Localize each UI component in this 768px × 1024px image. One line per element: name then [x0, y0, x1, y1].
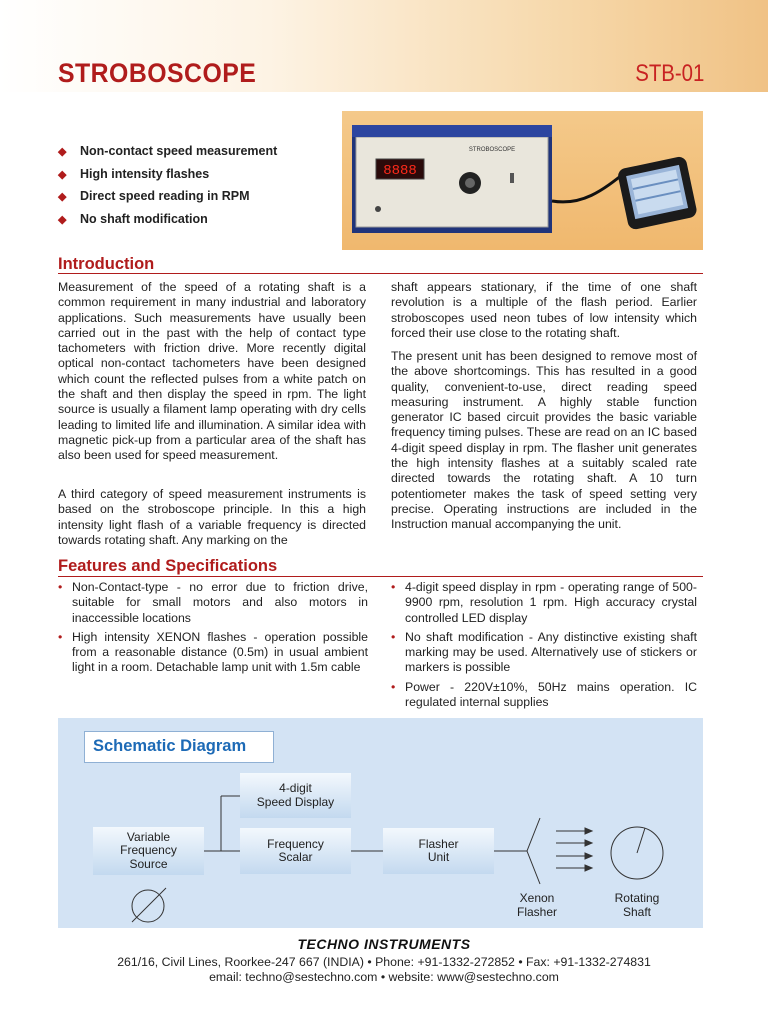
list-item: • Power - 220V±10%, 50Hz mains operation. IC regulated internal supplies	[391, 679, 697, 710]
schematic-title: Schematic Diagram	[93, 737, 247, 755]
bullet-icon: •	[391, 679, 396, 694]
arrow-icon	[585, 865, 592, 871]
list-item: • High intensity XENON flashes - operation possible from a reasonable distance (0.5m) in usual ambient light in a room. Detachable lamp unit with 1.5m cable	[58, 629, 368, 675]
list-item: • Non-Contact-type - no error due to friction drive, suitable for small motors and also motors in inaccessible locations	[58, 580, 368, 625]
list-item: ◆ Non-contact speed measurement	[58, 144, 278, 158]
address-line: 261/16, Civil Lines, Roorkee-247 667 (INDIA) • Phone: +91-1332-272852 • Fax: +91-1332-274831	[117, 955, 651, 969]
list-item: ◆ No shaft modification	[58, 211, 208, 226]
label-xenon-flasher: Xenon Flasher	[516, 891, 557, 919]
arrow-icon	[585, 828, 592, 834]
block-frequency-scalar: Frequency Scalar	[240, 828, 351, 874]
list-item: ◆ High intensity flashes	[58, 166, 210, 181]
svg-text:8888: 8888	[383, 163, 417, 179]
block-flasher-unit: Flasher Unit	[383, 828, 494, 874]
intro-paragraph: The present unit has been designed to remove most of the above shortcomings. This has resulted in a good quality, convenient-to-use, direct reading speed measuring instrument. A highly stable function generator IC based circuit provides the basic variable frequency timing pulses. These are read on an IC based 4-digit speed display in rpm. The flasher unit generates the high intensity flashes at a suitably scaled rate directed towards the rotating shaft. A 10 turn potentiometer makes the task of speed setting very precise. Operating instructions are included in the Instruction manual accompanying the unit.	[391, 349, 698, 532]
introduction-heading: Introduction	[58, 255, 155, 273]
features-heading: Features and Specifications	[58, 557, 278, 575]
diamond-icon: ◆	[58, 213, 67, 226]
arrow-icon	[585, 840, 592, 846]
intro-paragraph: Measurement of the speed of a rotating shaft is a common requirement in many industrial and laboratory applications. Such measurements have usually been carried out in the past with the help of contact type tachometers with friction drive. More recently digital optical non-contact tachometers have been designed which count the reflected pulses from a white patch on the shaft and then display the speed in rpm. The light source is usually a filament lamp operating with dry cells leading to limited life and illumination. A similar idea with magnetic pick-up from a particular area of the shaft has also been used for speed measurement.	[58, 280, 366, 463]
page-title: STROBOSCOPE	[58, 58, 257, 88]
contact-line: email: techno@sestechno.com • website: www@sestechno.com	[209, 970, 559, 984]
diamond-icon: ◆	[58, 168, 67, 181]
bullet-icon: •	[391, 580, 396, 594]
schematic-title-box	[84, 731, 274, 763]
label-rotating-shaft: Rotating Shaft	[614, 891, 660, 919]
model-number: STB-01	[634, 60, 704, 87]
arrow-icon	[585, 853, 592, 859]
block-frequency-source: Variable Frequency Source	[93, 827, 204, 875]
diamond-icon: ◆	[58, 146, 67, 158]
svg-text:STROBOSCOPE: STROBOSCOPE	[468, 147, 516, 153]
list-item: • 4-digit speed display in rpm - operating range of 500-9900 rpm, resolution 1 rpm. High accuracy crystal controlled LED display	[391, 580, 697, 625]
bullet-icon: •	[58, 580, 63, 594]
list-item: ◆ Direct speed reading in RPM	[58, 189, 250, 203]
bullet-icon: •	[58, 629, 63, 644]
diamond-icon: ◆	[58, 191, 67, 203]
block-speed-display: 4-digit Speed Display	[240, 773, 351, 818]
list-item: • No shaft modification - Any distinctive existing shaft marking may be used. Alternatively use of stickers or markers is possible	[391, 629, 697, 675]
bullet-icon: •	[391, 629, 396, 644]
company-name: TECHNO INSTRUMENTS	[297, 936, 471, 952]
intro-paragraph: A third category of speed measurement instruments is based on the stroboscope principle. In this a high intensity light flash of a variable frequency is directed towards rotating shaft. Any marking on the	[58, 487, 366, 547]
intro-paragraph: shaft appears stationary, if the time of one shaft revolution is a multiple of the flash period. Earlier stroboscopes used neon tubes of low intensity which forced their use close to the rotating shaft.	[391, 280, 697, 340]
